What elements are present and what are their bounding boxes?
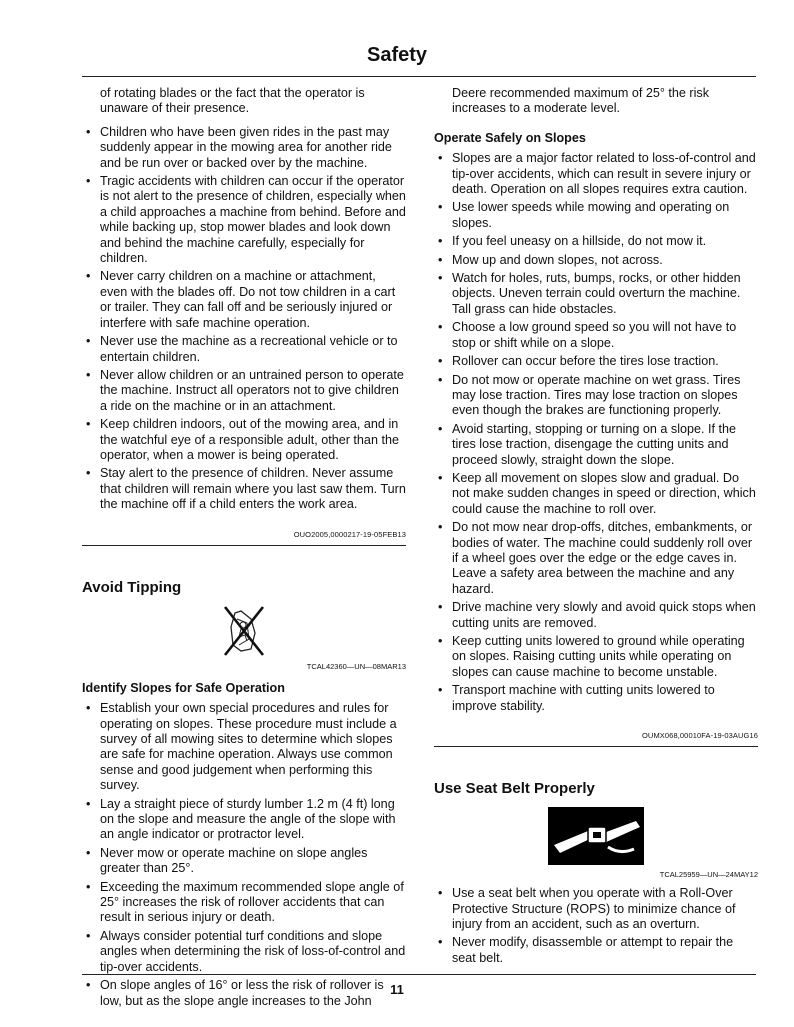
bullet-text: Transport machine with cutting units lowered to improve stability.	[452, 683, 715, 713]
bullet-icon: •	[438, 520, 443, 535]
bullet-text: Do not mow or operate machine on wet grass. Tires may lose traction. Tires may lose traction on slopes even though the brakes are functioning properly.	[452, 372, 741, 418]
bullet-icon: •	[86, 174, 91, 189]
bullet-icon: •	[438, 200, 443, 215]
section-separator	[434, 746, 758, 747]
bullet-item	[82, 269, 406, 331]
bullet-icon: •	[438, 886, 443, 901]
bullet-icon: •	[86, 367, 91, 382]
bullet-icon: •	[438, 354, 443, 369]
subheading-identify-slopes: Identify Slopes for Safe Operation	[82, 680, 285, 695]
footer-rule	[82, 974, 756, 975]
figure-reference: TCAL42360—UN—08MAR13	[306, 662, 406, 672]
bullet-item	[82, 368, 406, 414]
bullet-icon: •	[86, 978, 91, 993]
left-bullet-list	[82, 125, 406, 513]
bullet-item	[82, 174, 406, 266]
bullet-item	[82, 334, 406, 365]
bullet-text: Always consider potential turf conditions and slope angles when determining the risk of loss-of-control and tip-over accidents.	[100, 928, 406, 974]
page-number: 11	[390, 982, 404, 997]
bullet-text: Never allow children or an untrained person to operate the machine. Instruct all operators not to give children a ride on the machine or in an attachment.	[100, 367, 404, 413]
subheading-operate-safely: Operate Safely on Slopes	[434, 130, 586, 145]
seat-belt-icon	[548, 807, 644, 865]
bullet-text: Choose a low ground speed so you will not have to stop or shift while on a slope.	[452, 320, 737, 350]
bullet-item	[82, 417, 406, 463]
bullet-item	[434, 683, 758, 714]
section-title-seat-belt: Use Seat Belt Properly	[434, 780, 595, 798]
bullet-icon: •	[438, 634, 443, 648]
bullet-text: Keep cutting units lowered to ground while operating on slopes. Raising cutting units while operating on slopes can cause machine to become unstable.	[452, 634, 745, 679]
seatbelt-figure	[434, 807, 758, 865]
bullet-item	[434, 373, 758, 419]
bullet-icon: •	[86, 124, 91, 139]
bullet-item	[434, 234, 758, 249]
bullet-icon: •	[86, 796, 91, 811]
bullet-item	[82, 880, 406, 926]
bullet-item	[434, 886, 758, 932]
bullet-text: Rollover can occur before the tires lose traction.	[452, 354, 719, 369]
reference-code: OUMX068,00010FA-19-03AUG16	[642, 731, 758, 741]
bullet-text: Never modify, disassemble or attempt to repair the seat belt.	[452, 935, 734, 965]
bullet-icon: •	[86, 701, 91, 716]
bullet-item	[82, 797, 406, 843]
bullet-text: Keep children indoors, out of the mowing area, and in the watchful eye of a responsible adult, other than the operator, when a mower is being operated.	[100, 417, 399, 462]
left-column	[82, 86, 406, 1012]
bullet-text: Do not mow near drop-offs, ditches, embankments, or bodies of water. The machine could suddenly roll over if a wheel goes over the edge or the edge caves in. Leave a safety area between the machine and any hazard.	[452, 520, 753, 596]
bullet-item	[434, 253, 758, 268]
bullet-text: Establish your own special procedures and rules for operating on slopes. These procedure must include a survey of all mowing sites to determine which slopes are safe for machine operation. Always use common sense and good judgement when performing this survey.	[100, 701, 397, 793]
reference-code: OUO2005,0000217-19-05FEB13	[293, 529, 406, 539]
bullet-text: If you feel uneasy on a hillside, do not mow it.	[452, 234, 707, 249]
bullet-item	[82, 466, 406, 512]
bullet-item	[82, 929, 406, 975]
bullet-icon: •	[438, 234, 443, 249]
bullet-icon: •	[438, 935, 443, 950]
bullet-text: Drive machine very slowly and avoid quick stops when cutting units are removed.	[452, 600, 756, 630]
bullet-text: Never carry children on a machine or attachment, even with the blades off. Do not tow children in a cart or trailer. They can fall off and be seriously injured or interfere with safe machine operation.	[100, 269, 396, 330]
bullet-item	[434, 271, 758, 317]
bullet-text: Never use the machine as a recreational vehicle or to entertain children.	[100, 334, 398, 364]
section-title-avoid-tipping: Avoid Tipping	[82, 578, 182, 596]
tipping-figure	[82, 605, 406, 657]
bullet-text: Never mow or operate machine on slope angles greater than 25°.	[100, 845, 368, 876]
right-bullet-list-2	[434, 886, 758, 966]
bullet-text: On slope angles of 16° or less the risk of rollover is low, but as the slope angle increases to the John	[100, 978, 384, 1008]
bullet-text: Lay a straight piece of sturdy lumber 1.2 m (4 ft) long on the slope and measure the angle of the slope with an angle indicator or protractor level.	[100, 796, 396, 842]
bullet-icon: •	[86, 879, 91, 894]
bullet-text: Watch for holes, ruts, bumps, rocks, or other hidden objects. Uneven terrain could overturn the machine. Tall grass can hide obstacles.	[452, 271, 741, 316]
bullet-text: Use a seat belt when you operate with a Roll-Over Protective Structure (ROPS) to minimize chance of injury from an accident, such as an overturn.	[452, 886, 736, 932]
bullet-item	[82, 846, 406, 877]
bullet-icon: •	[438, 470, 443, 485]
bullet-icon: •	[86, 334, 91, 349]
left-continuation: of rotating blades or the fact that the operator is unaware of their presence.	[100, 86, 365, 116]
bullet-icon: •	[86, 845, 91, 860]
right-continuation: Deere recommended maximum of 25° the risk increases to a moderate level.	[452, 86, 710, 116]
bullet-text: Keep all movement on slopes slow and gradual. Do not make sudden changes in speed or direction, which could cause the machine to roll over.	[452, 470, 756, 516]
bullet-item	[434, 200, 758, 231]
bullet-icon: •	[438, 600, 443, 615]
bullet-icon: •	[438, 151, 443, 166]
bullet-item	[434, 471, 758, 517]
bullet-item	[434, 320, 758, 351]
header-rule	[82, 76, 756, 77]
tipping-hazard-icon	[221, 605, 267, 657]
bullet-text: Children who have been given rides in the past may suddenly appear in the mowing area for another ride and be run over or backed over by the machine.	[100, 124, 392, 170]
bullet-text: Mow up and down slopes, not across.	[452, 252, 663, 267]
bullet-text: Avoid starting, stopping or turning on a slope. If the tires lose traction, disengage the cutting units and proceed slowly, straight down the slope.	[452, 421, 737, 467]
right-bullet-list	[434, 151, 758, 714]
bullet-item	[434, 151, 758, 197]
section-separator	[82, 545, 406, 546]
bullet-text: Exceeding the maximum recommended slope angle of 25° increases the risk of rollover accidents that can result in serious injury or death.	[100, 879, 404, 925]
bullet-icon: •	[438, 372, 443, 387]
bullet-item	[434, 422, 758, 468]
bullet-text: Use lower speeds while mowing and operating on slopes.	[452, 200, 730, 230]
bullet-item	[82, 125, 406, 171]
bullet-icon: •	[438, 421, 443, 436]
bullet-icon: •	[86, 269, 91, 284]
left-bullet-list-2	[82, 701, 406, 1009]
right-column	[434, 86, 758, 969]
figure-reference: TCAL25959—UN—24MAY12	[659, 869, 758, 879]
bullet-item	[434, 520, 758, 597]
bullet-item	[434, 634, 758, 680]
bullet-icon: •	[86, 466, 91, 481]
bullet-icon: •	[438, 320, 443, 335]
bullet-text: Tragic accidents with children can occur if the operator is not alert to the presence of children, especially when a child approaches a machine from behind. Before and while backing up, stop mower blades and look down and behind the machine carefully, especially for children.	[100, 174, 406, 266]
bullet-item	[434, 354, 758, 369]
bullet-icon: •	[86, 928, 91, 943]
page-title: Safety	[366, 44, 428, 66]
bullet-text: Slopes are a major factor related to loss-of-control and tip-over accidents, which can result in severe injury or death. Operation on all slopes requires extra caution.	[452, 151, 756, 197]
bullet-icon: •	[86, 417, 91, 432]
bullet-text: Stay alert to the presence of children. Never assume that children will remain where you last saw them. Turn the machine off if a child enters the work area.	[100, 466, 406, 512]
bullet-icon: •	[438, 271, 443, 286]
bullet-icon: •	[438, 683, 443, 698]
bullet-item	[82, 701, 406, 793]
bullet-icon: •	[438, 252, 443, 267]
bullet-item	[434, 935, 758, 966]
bullet-item	[434, 600, 758, 631]
